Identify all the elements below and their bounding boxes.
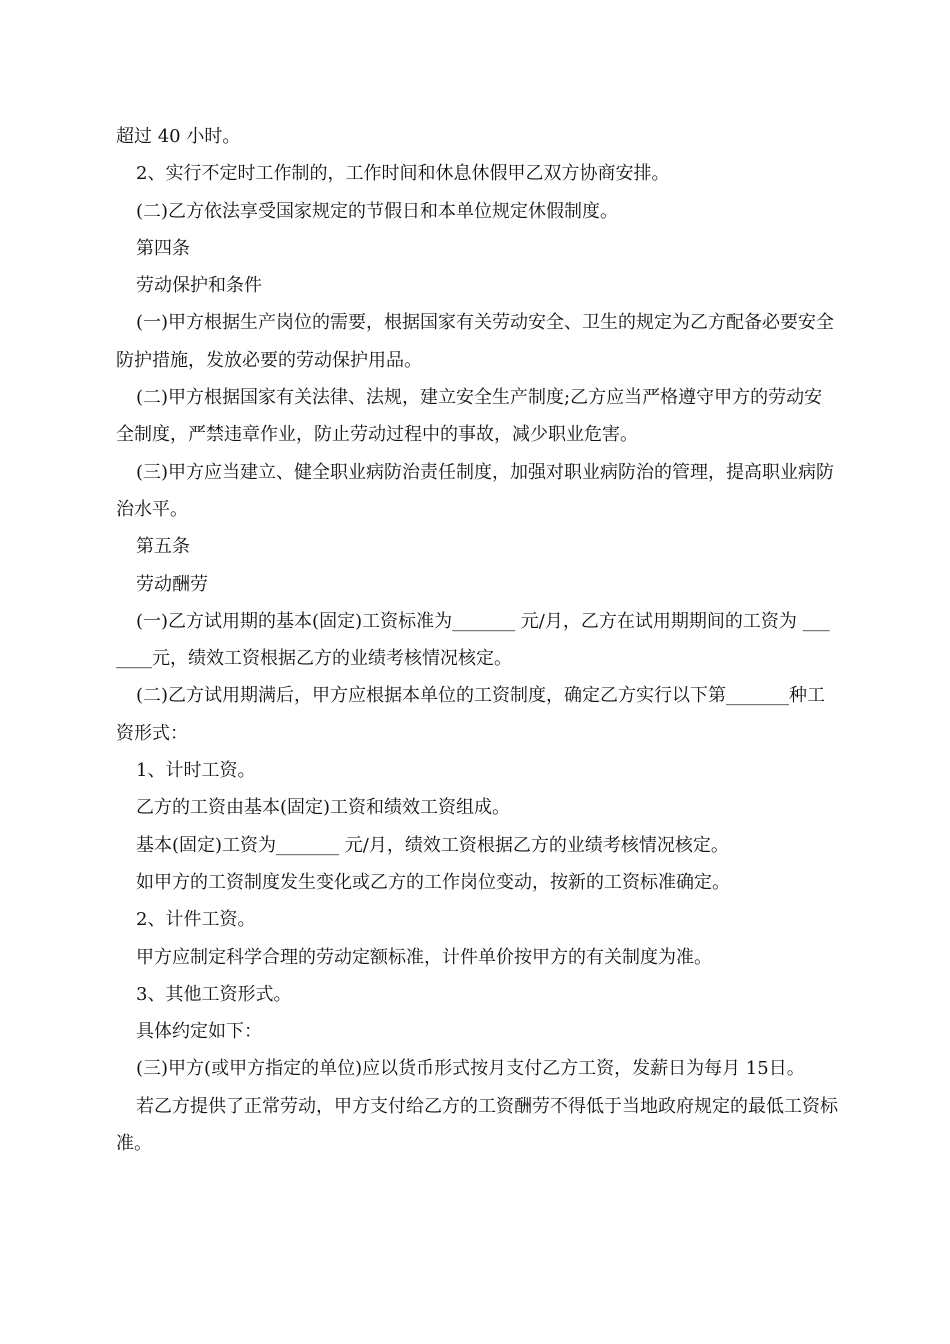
paragraph: 1、计时工资。	[136, 760, 256, 782]
paragraph: (二)甲方根据国家有关法律、法规，建立安全生产制度;乙方应当严格遵守甲方的劳动安全制度，严禁违章作业，防止劳动过程中的事故，减少职业危害。	[116, 387, 823, 446]
paragraph: 乙方的工资由基本(固定)工资和绩效工资组成。	[136, 797, 511, 819]
paragraph: (二)乙方依法享受国家规定的节假日和本单位规定休假制度。	[136, 200, 619, 222]
paragraph: (二)乙方试用期满后，甲方应根据本单位的工资制度，确定乙方实行以下第_______种工资形式：	[116, 685, 826, 744]
paragraph: 3、其他工资形式。	[136, 983, 292, 1005]
paragraph-continuation: 超过 40 小时。	[116, 126, 241, 147]
paragraph: 如甲方的工资制度发生变化或乙方的工作岗位变动，按新的工资标准确定。	[136, 871, 730, 893]
paragraph: 若乙方提供了正常劳动，甲方支付给乙方的工资酬劳不得低于当地政府规定的最低工资标准。	[116, 1095, 838, 1155]
section-title: 劳动酬劳	[136, 573, 208, 595]
paragraph: 甲方应制定科学合理的劳动定额标准，计件单价按甲方的有关制度为准。	[136, 946, 712, 968]
article-heading: 第四条	[136, 237, 190, 259]
paragraph: (三)甲方应当建立、健全职业病防治责任制度，加强对职业病防治的管理，提高职业病防治水平。	[116, 461, 835, 520]
section-title: 劳动保护和条件	[136, 275, 262, 297]
paragraph: 2、实行不定时工作制的，工作时间和休息休假甲乙双方协商安排。	[136, 163, 670, 185]
paragraph: 基本(固定)工资为_______ 元/月，绩效工资根据乙方的业绩考核情况核定。	[136, 834, 729, 856]
paragraph: 2、计件工资。	[136, 909, 256, 931]
document-page	[116, 118, 838, 1162]
article-heading: 第五条	[136, 536, 190, 558]
paragraph: (一)甲方根据生产岗位的需要，根据国家有关劳动安全、卫生的规定为乙方配备必要安全防护措施，发放必要的劳动保护用品。	[116, 312, 835, 371]
paragraph: 具体约定如下：	[136, 1021, 262, 1043]
paragraph: (三)甲方(或甲方指定的单位)应以货币形式按月支付乙方工资，发薪日为每月 15日。	[136, 1058, 805, 1080]
paragraph: (一)乙方试用期的基本(固定)工资标准为_______ 元/月，乙方在试用期期间的工资为 _______元，绩效工资根据乙方的业绩考核情况核定。	[116, 610, 830, 670]
